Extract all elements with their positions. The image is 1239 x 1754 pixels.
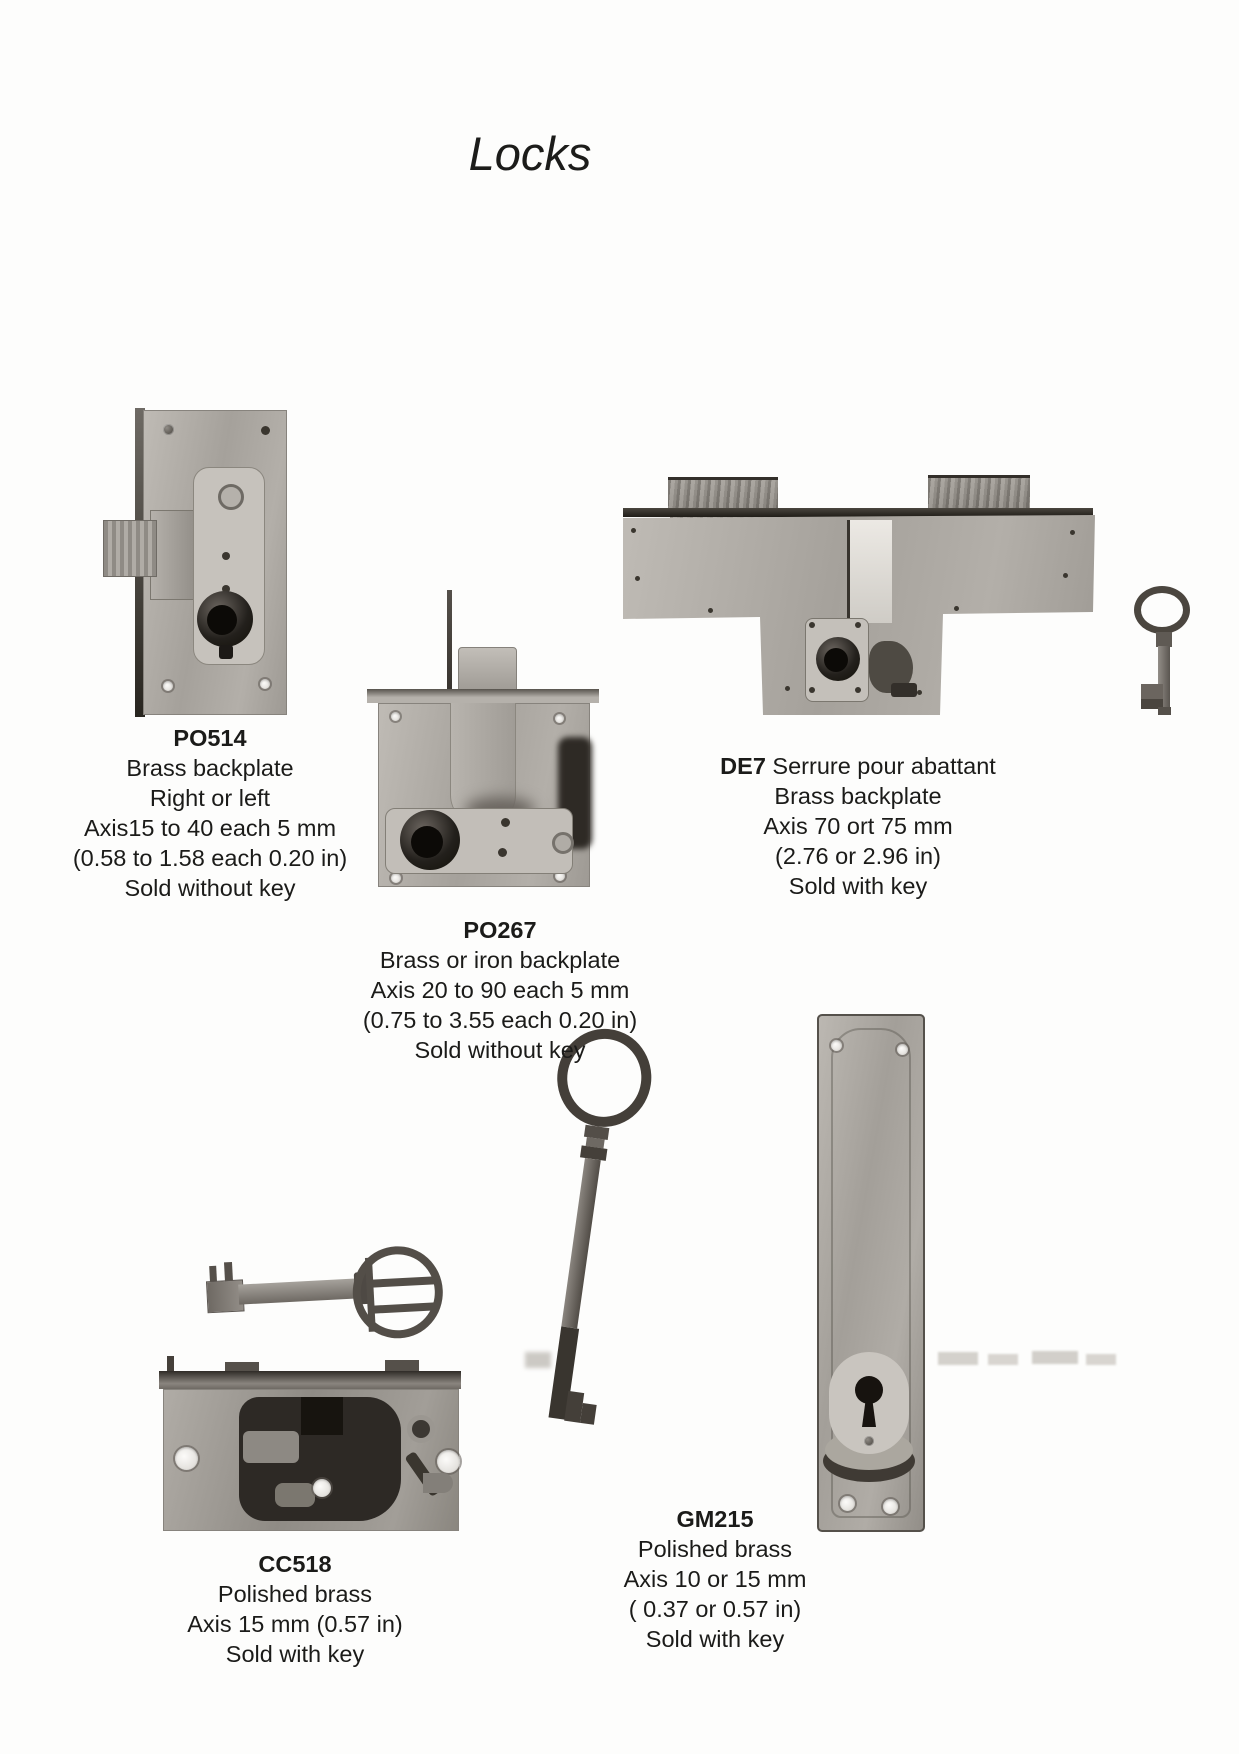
screw-hole bbox=[391, 712, 400, 721]
cc518-tab bbox=[385, 1360, 419, 1371]
caption-line: Axis 15 mm (0.57 in) bbox=[187, 1611, 403, 1637]
screw-hole bbox=[635, 576, 640, 581]
caption-line: (0.75 to 3.55 each 0.20 in) bbox=[362, 1007, 638, 1033]
cc518-caption bbox=[170, 1549, 420, 1669]
scan-artifact bbox=[525, 1352, 551, 1368]
escutcheon-screw bbox=[809, 622, 815, 628]
keyhole bbox=[313, 1479, 331, 1497]
gm215-photo bbox=[815, 1012, 930, 1537]
cc518-lever bbox=[275, 1483, 315, 1507]
scan-artifact bbox=[938, 1352, 978, 1365]
screw-hole bbox=[708, 608, 713, 613]
key-shaft bbox=[238, 1278, 361, 1304]
caption-line: Axis15 to 40 each 5 mm bbox=[83, 815, 337, 841]
caption-line: Polished brass bbox=[637, 1536, 793, 1562]
gm215-caption bbox=[590, 1504, 840, 1654]
de7-latch-mechanism bbox=[891, 683, 917, 697]
de7-keyhole bbox=[824, 648, 848, 672]
caption-line: ( 0.37 or 0.57 in) bbox=[628, 1596, 802, 1622]
caption-line: Brass or iron backplate bbox=[379, 947, 621, 973]
po514-bolt bbox=[103, 520, 157, 577]
cc518-bolt-notch bbox=[301, 1397, 343, 1435]
screw-hole bbox=[897, 1044, 908, 1055]
caption-line: Sold with key bbox=[645, 1626, 785, 1652]
screw-hole bbox=[917, 690, 922, 695]
caption-line: Brass backplate bbox=[774, 783, 942, 809]
screw-hole bbox=[954, 606, 959, 611]
escutcheon-screw bbox=[855, 687, 861, 693]
gm215-key-group bbox=[493, 1017, 682, 1461]
key-shaft bbox=[561, 1158, 601, 1329]
screw-hole bbox=[163, 424, 174, 435]
caption-line: Brass backplate bbox=[126, 755, 294, 781]
po267-caption bbox=[350, 915, 650, 1065]
key-tip bbox=[1158, 707, 1171, 715]
caption-line: (0.58 to 1.58 each 0.20 in) bbox=[72, 845, 348, 871]
screw-hole bbox=[840, 1496, 855, 1511]
escutcheon-screw bbox=[864, 1436, 874, 1446]
po267-keyhole bbox=[411, 826, 443, 858]
key-collar bbox=[1156, 632, 1172, 647]
gm215-keyhole-circle bbox=[855, 1376, 883, 1404]
caption-line: (2.76 or 2.96 in) bbox=[775, 843, 941, 869]
screw-hole bbox=[1063, 573, 1068, 578]
key-bit-prong bbox=[224, 1262, 233, 1281]
escutcheon-screw bbox=[809, 687, 815, 693]
product-code-text: GM215 bbox=[676, 1506, 754, 1532]
screw-hole bbox=[631, 528, 636, 533]
escutcheon-screw bbox=[218, 484, 244, 510]
product-code bbox=[170, 1549, 420, 1579]
page-title: Locks bbox=[468, 127, 592, 180]
cc518-pin bbox=[167, 1356, 174, 1372]
de7-follower-slot bbox=[847, 520, 892, 623]
de7-caption bbox=[708, 751, 1008, 901]
key-bit bbox=[580, 1403, 597, 1425]
product-code-text: CC518 bbox=[258, 1551, 332, 1577]
cc518-spring-screw bbox=[407, 1415, 435, 1443]
product-code bbox=[60, 723, 360, 753]
de7-backplate bbox=[623, 515, 1095, 715]
cc518-latch bbox=[423, 1473, 453, 1493]
screw-hole bbox=[831, 1040, 842, 1051]
product-code-text: DE7 bbox=[720, 753, 766, 779]
pin-hole bbox=[498, 848, 507, 857]
product-code bbox=[350, 915, 650, 945]
screw-hole bbox=[883, 1499, 898, 1514]
escutcheon-screw bbox=[552, 832, 574, 854]
pin-hole bbox=[222, 552, 230, 560]
caption-line: Sold without key bbox=[124, 875, 296, 901]
po514-keyhole bbox=[207, 605, 237, 635]
product-name: Serrure pour abattant bbox=[765, 753, 996, 779]
key-bit bbox=[1141, 684, 1163, 709]
scan-artifact bbox=[988, 1354, 1018, 1365]
screw-hole bbox=[391, 873, 401, 883]
caption-line: Sold with key bbox=[788, 873, 928, 899]
caption-line: Axis 20 to 90 each 5 mm bbox=[370, 977, 630, 1003]
product-code bbox=[590, 1504, 840, 1534]
product-code bbox=[708, 751, 1008, 781]
screw-hole bbox=[785, 686, 790, 691]
cc518-lever bbox=[243, 1431, 299, 1463]
gm215-key bbox=[545, 1025, 735, 1455]
caption-line: Axis 10 or 15 mm bbox=[623, 1566, 807, 1592]
screw-hole bbox=[260, 679, 270, 689]
po267-pin bbox=[447, 590, 452, 702]
product-code-text: PO267 bbox=[463, 917, 537, 943]
de7-photo bbox=[555, 470, 1125, 730]
escutcheon-screw bbox=[855, 622, 861, 628]
screw-hole bbox=[437, 1450, 460, 1473]
screw-hole bbox=[1070, 530, 1075, 535]
key-bit-prong bbox=[209, 1266, 217, 1282]
de7-key bbox=[1128, 583, 1212, 719]
po514-photo bbox=[95, 405, 295, 720]
cc518-key bbox=[203, 1242, 453, 1355]
caption-line: Right or left bbox=[149, 785, 271, 811]
pin-hole bbox=[501, 818, 510, 827]
cc518-photo bbox=[155, 1355, 467, 1535]
caption-line: Axis 70 ort 75 mm bbox=[763, 813, 953, 839]
de7-mounting-tab bbox=[928, 475, 1030, 512]
scan-artifact bbox=[1086, 1354, 1116, 1365]
caption-line: Polished brass bbox=[217, 1581, 373, 1607]
caption-line: Sold without key bbox=[414, 1037, 586, 1063]
screw-hole bbox=[175, 1447, 198, 1470]
screw-hole bbox=[261, 426, 270, 435]
product-code-text: PO514 bbox=[173, 725, 247, 751]
key-bow bbox=[1134, 586, 1190, 634]
po514-caption bbox=[60, 723, 360, 903]
po514-cylinder-tail bbox=[219, 645, 233, 659]
screw-hole bbox=[163, 681, 173, 691]
scan-artifact bbox=[1032, 1351, 1078, 1364]
cc518-selvedge bbox=[159, 1371, 461, 1389]
caption-line: Sold with key bbox=[225, 1641, 365, 1667]
